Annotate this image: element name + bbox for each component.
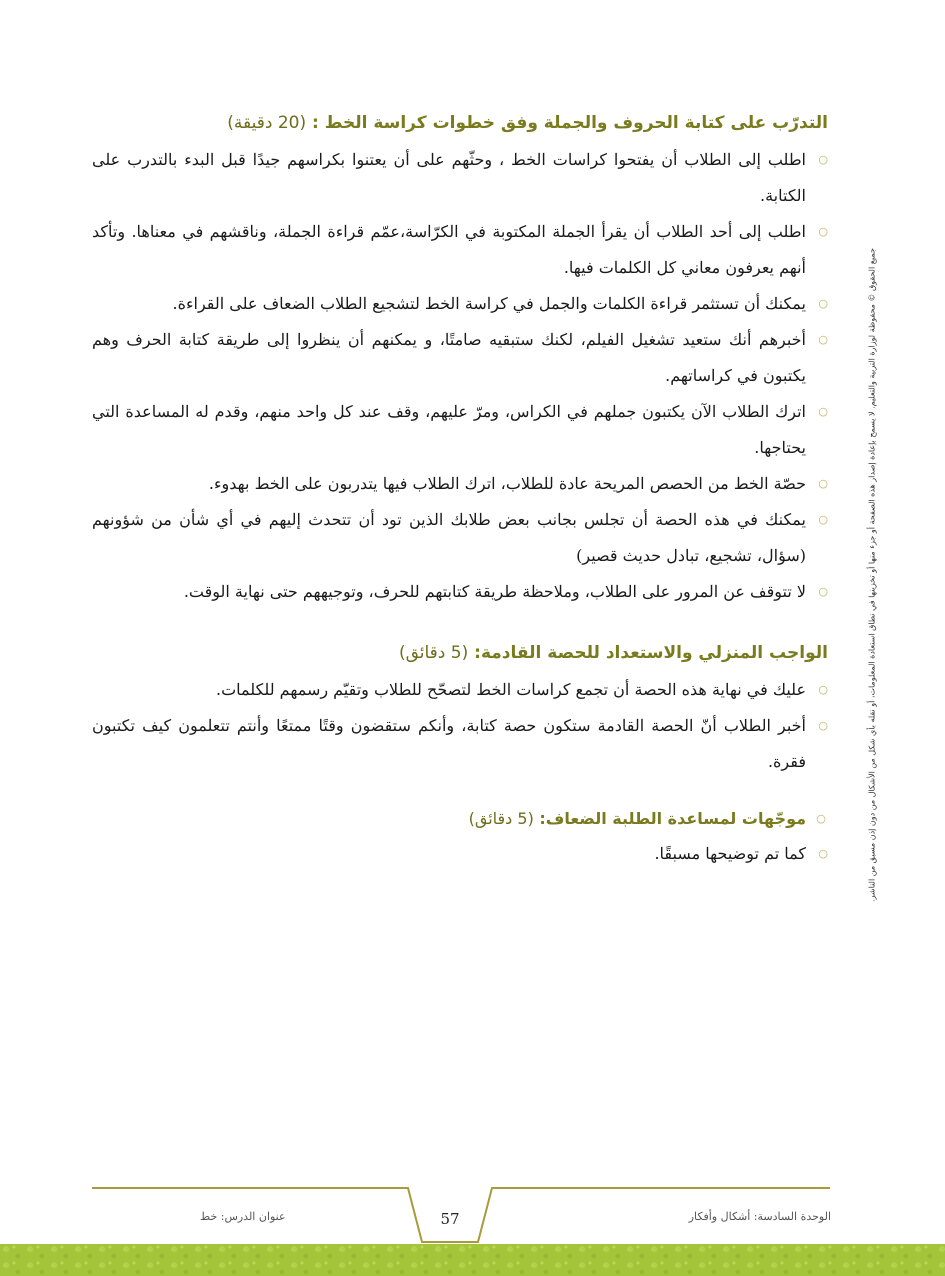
circle-bullet-icon: ○ [818,847,828,860]
list-item: ○ اترك الطلاب الآن يكتبون جملهم في الكراس، ومرّ عليهم، وقف عند كل واحد منهم، وقدم له المساعدة التي يحتاجها. [92,394,828,466]
footer-lesson: عنوان الدرس: خط [200,1210,286,1223]
decorative-band [0,1244,945,1276]
section3-heading [92,802,828,836]
circle-bullet-icon: ○ [818,405,828,418]
copyright-side-note: جميع الحقوق © محفوظة لوزارة التربية والتعليم. لا يسمح بإعادة إصدار هذه الصفحة أو جزء منها أو تخزينها في نطاق استعادة المعلومات، أو نقله بأي شكل من الأشكال من دون إذن مسبق من الناشر. [867,248,877,902]
list-item: ○ يمكنك في هذه الحصة أن تجلس بجانب بعض طلابك الذين تود أن تتحدث إليهم في أي شأن من شؤونهم (سؤال، تشجيع، تبادل حديث قصير) [92,502,828,574]
list-item: ○ يمكنك أن تستثمر قراءة الكلمات والجمل في كراسة الخط لتشجيع الطلاب الضعاف على القراءة. [92,286,828,322]
list-item: ○ كما تم توضيحها مسبقًا. [92,836,828,872]
circle-bullet-icon: ○ [818,333,828,346]
circle-bullet-icon: ○ [818,513,828,526]
footer-unit: الوحدة السادسة: أشكال وأفكار [688,1210,831,1223]
circle-bullet-icon: ○ [816,812,826,825]
list-item: ○ لا تتوقف عن المرور على الطلاب، وملاحظة طريقة كتابتهم للحرف، وتوجيههم حتى نهاية الوقت. [92,574,828,610]
pattern-decoration [0,1244,945,1276]
section3-time: (5 دقائق) [468,809,534,828]
page-number: 57 [440,1210,460,1228]
circle-bullet-icon: ○ [818,477,828,490]
section3-list [92,836,828,872]
circle-bullet-icon: ○ [818,297,828,310]
section2-title: الواجب المنزلي والاستعداد للحصة القادمة: [474,643,828,663]
section2-heading [92,640,828,666]
circle-bullet-icon: ○ [818,153,828,166]
list-item: ○ عليك في نهاية هذه الحصة أن تجمع كراسات الخط لتصحّح للطلاب وتقيّم رسمهم للكلمات. [92,672,828,708]
circle-bullet-icon: ○ [818,225,828,238]
main-content [92,110,828,872]
list-item: ○ حصّة الخط من الحصص المريحة عادة للطلاب، اترك الطلاب فيها يتدربون على الخط بهدوء. [92,466,828,502]
list-item: ○ أخبر الطلاب أنّ الحصة القادمة ستكون حصة كتابة، وأنكم ستقضون وقتًا ممتعًا وأنتم تتعلمون كيف تكتبون فقرة. [92,708,828,780]
list-item: ○ أخبرهم أنك ستعيد تشغيل الفيلم، لكنك ستبقيه صامتًا، و يمكنهم أن ينظروا إلى طريقة كتابة الحرف وهم يكتبون في كراساتهم. [92,322,828,394]
section1-time: (20 دقيقة) [227,113,307,133]
circle-bullet-icon: ○ [818,719,828,732]
section1-title: التدرّب على كتابة الحروف والجملة وفق خطوات كراسة الخط : [312,113,828,133]
section1-list [92,142,828,610]
list-item: ○ اطلب إلى الطلاب أن يفتحوا كراسات الخط ، وحثّهم على أن يعتنوا بكراسهم جيدًا قبل البدء بالتدرب على الكتابة. [92,142,828,214]
section2-list [92,672,828,780]
list-item: ○ اطلب إلى أحد الطلاب أن يقرأ الجملة المكتوبة في الكرّاسة،عمّم قراءة الجملة، وناقشهم في معناها. وتأكد أنهم يعرفون معاني كل الكلمات فيها. [92,214,828,286]
circle-bullet-icon: ○ [818,683,828,696]
section1-heading [92,110,828,136]
section2-time: (5 دقائق) [398,643,469,663]
circle-bullet-icon: ○ [818,585,828,598]
section3-title: موجّهات لمساعدة الطلبة الضعاف: [539,809,806,828]
